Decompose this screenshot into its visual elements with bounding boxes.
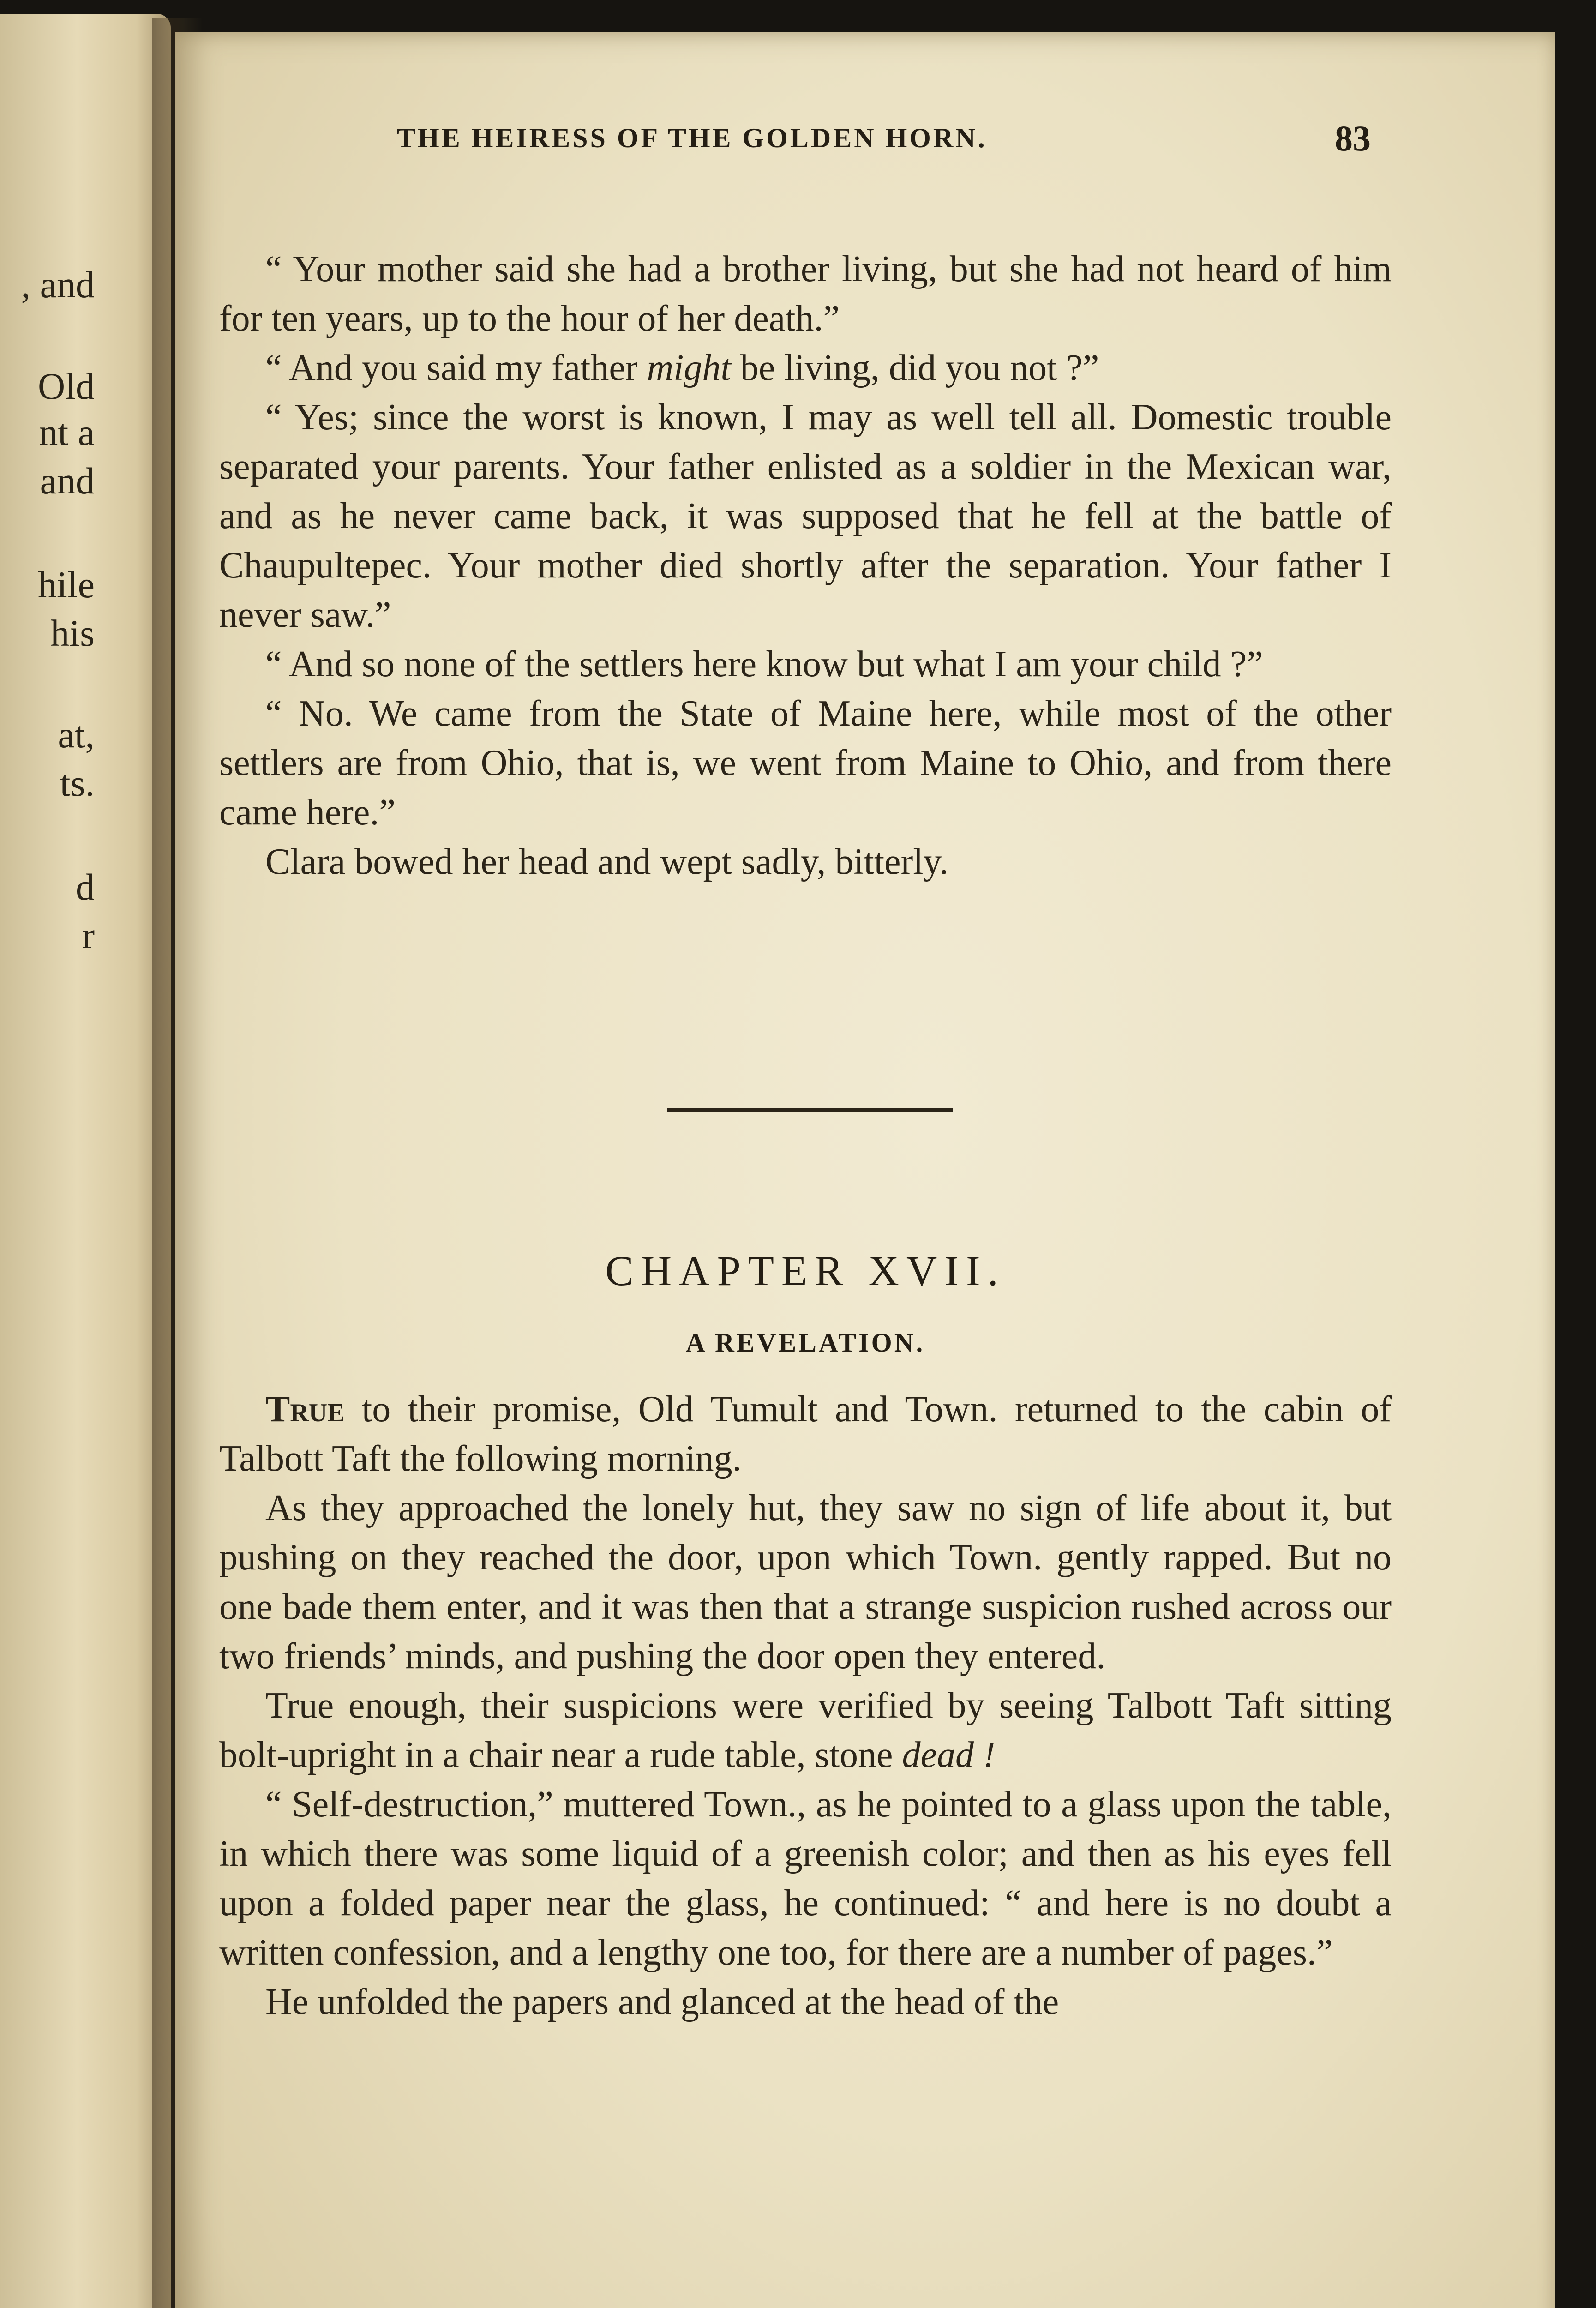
paragraph: “ Self-destruction,” muttered Town., as he pointed to a glass upon the table, in which there was some liquid of a greenish color; and then as his eyes fell upon a folded paper near the glass, he continued: “ and here is no doubt a written confession, and a lengthy one too, for there are a number of pages.” (219, 1784, 1392, 1973)
left-page-fragment: nt a (39, 411, 95, 453)
chapter-body (219, 1385, 1392, 2027)
paragraph: “ No. We came from the State of Maine here, while most of the other settlers are from Ohio, that is, we went from Maine to Ohio, and from there came here.” (219, 693, 1392, 833)
paragraph: Clara bowed her head and wept sadly, bitterly. (265, 841, 949, 882)
lead-word: True (265, 1389, 345, 1430)
paragraph: As they approached the lonely hut, they saw no sign of life about it, but pushing on they reached the door, upon which Town. gently rapped. But no one bade them enter, and it was then that a strange suspicion rushed across our two friends’ minds, and pushing the door open they entered. (219, 1488, 1392, 1677)
left-page-fragment: Old (38, 365, 95, 407)
paragraph: True to their promise, Old Tumult and Town. returned to the cabin of Talbott Taft the following morning. (219, 1389, 1392, 1479)
paragraph: “ And so none of the settlers here know but what I am your child ?” (265, 644, 1263, 685)
paragraph: He unfolded the papers and glanced at the head of the (265, 1982, 1059, 2022)
page-number: 83 (1335, 118, 1371, 158)
paragraph: True enough, their suspicions were verified by seeing Talbott Taft sitting bolt-upright in a chair near a rude table, stone dead ! (219, 1685, 1392, 1775)
left-page-fragment: , and (21, 264, 95, 306)
left-page-fragment: and (40, 460, 95, 502)
paragraph: “ Yes; since the worst is known, I may as well tell all. Domestic trouble separated your parents. Your father enlisted as a soldier in the Mexican war, and as he never came back, it was supposed that he fell at the battle of Chaupultepec. Your mother died shortly after the separation. Your father I never saw.” (219, 397, 1392, 635)
left-page-fragment: r (82, 914, 95, 956)
section-divider (667, 1108, 953, 1112)
paragraph: “ And you said my father might be living, did you not ?” (265, 348, 1099, 388)
dialogue-section (219, 245, 1392, 887)
left-page-fragment: at, (58, 714, 95, 756)
left-page-fragment: ts. (60, 762, 95, 804)
paragraph: “ Your mother said she had a brother living, but she had not heard of him for ten years, up to the hour of her death.” (219, 249, 1392, 339)
chapter-title: CHAPTER XVII. (605, 1247, 1006, 1294)
left-page-fragment: hile (38, 564, 95, 606)
chapter-subtitle: A REVELATION. (685, 1328, 925, 1358)
running-head-title: THE HEIRESS OF THE GOLDEN HORN. (397, 123, 987, 153)
left-page-fragment: his (50, 612, 95, 654)
previous-page-edge (0, 14, 171, 2308)
left-page-fragment: d (76, 866, 95, 908)
